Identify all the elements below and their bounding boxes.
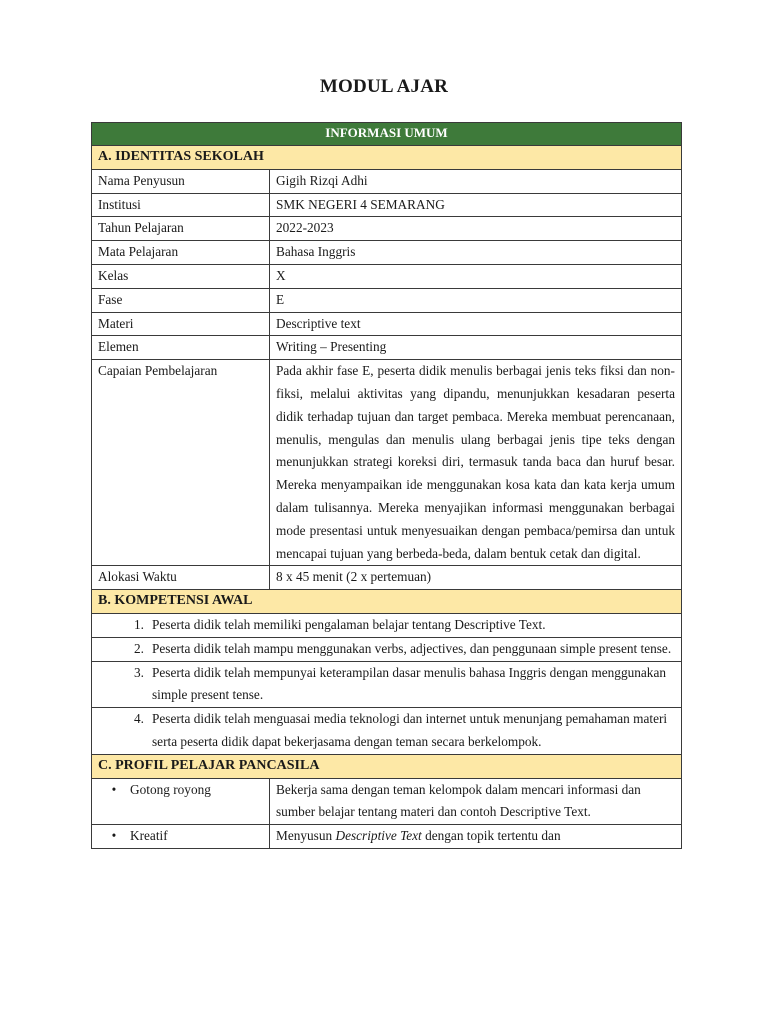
item-text: Peserta didik telah mempunyai keterampilan dasar menulis bahasa Inggris dengan menggunakan simple present tense.: [152, 664, 666, 703]
table-row: [92, 288, 682, 312]
row-value: SMK NEGERI 4 SEMARANG: [270, 193, 682, 217]
row-label: Elemen: [92, 336, 270, 360]
profile-desc-post: dengan topik tertentu dan: [421, 828, 561, 844]
section-a-row: [92, 146, 682, 170]
row-label: Kelas: [92, 264, 270, 288]
table-row: [92, 241, 682, 265]
row-value: Writing – Presenting: [270, 336, 682, 360]
row-label: Institusi: [92, 193, 270, 217]
list-item: [92, 637, 682, 661]
bullet-icon: •: [111, 781, 117, 797]
row-label: Materi: [92, 312, 270, 336]
table-row: [92, 193, 682, 217]
table-header-row: [92, 123, 682, 146]
row-value: Descriptive text: [270, 312, 682, 336]
capaian-row: [92, 360, 682, 566]
profile-desc-em: Descriptive Text: [335, 828, 422, 844]
row-value: Bahasa Inggris: [270, 241, 682, 265]
table-row: [92, 169, 682, 193]
row-value: E: [270, 288, 682, 312]
section-c-title: C. PROFIL PELAJAR PANCASILA: [92, 754, 682, 778]
table-row: [92, 336, 682, 360]
item-number: 4.: [134, 711, 144, 727]
item-number: 1.: [134, 616, 144, 632]
row-value: 2022-2023: [270, 217, 682, 241]
profile-label: Kreatif: [130, 828, 168, 844]
item-number: 2.: [134, 640, 144, 656]
row-label: Fase: [92, 288, 270, 312]
row-value: Gigih Rizqi Adhi: [270, 169, 682, 193]
row-label: Tahun Pelajaran: [92, 217, 270, 241]
section-b-title: B. KOMPETENSI AWAL: [92, 590, 682, 614]
module-info-table: [91, 122, 682, 849]
alokasi-label: Alokasi Waktu: [92, 566, 270, 590]
capaian-text: Pada akhir fase E, peserta didik menulis berbagai jenis teks fiksi dan non-fiksi, melalui aktivitas yang dipandu, menunjukkan kesadaran peserta didik terhadap tujuan dan target pembaca. Mereka membuat perencanaan, menulis, mengulas dan menulis ulang berbagai jenis tipe teks dengan menunjukkan strategi koreksi diri, termasuk tanda baca dan huruf besar. Mereka menyampaikan ide menggunakan kosa kata dan kata kerja umum dalam tulisannya. Mereka menyajikan informasi menggunakan berbagai mode presentasi untuk menyesuaikan dengan pembaca/pemirsa dan untuk mencapai tujuan yang berbeda-beda, dalam bentuk cetak dan digital.: [270, 360, 682, 566]
item-text: Peserta didik telah menguasai media teknologi dan internet untuk menunjang pemahaman materi serta peserta didik dapat bekerjasama dengan teman secara berkelompok.: [152, 711, 668, 749]
profile-desc-pre: Menyusun: [276, 828, 336, 844]
item-number: 3.: [134, 664, 144, 680]
table-row: [92, 825, 682, 849]
table-row: [92, 778, 682, 825]
section-c-row: [92, 754, 682, 778]
table-row: [92, 217, 682, 241]
table-header: INFORMASI UMUM: [92, 123, 682, 146]
section-b-row: [92, 590, 682, 614]
list-item: [92, 661, 682, 708]
list-item: [92, 613, 682, 637]
row-label: Mata Pelajaran: [92, 241, 270, 265]
row-value: X: [270, 264, 682, 288]
bullet-icon: •: [111, 828, 117, 844]
document-title: MODUL AJAR: [319, 76, 449, 97]
item-text: Peserta didik telah memiliki pengalaman belajar tentang Descriptive Text.: [152, 616, 546, 632]
row-label: Nama Penyusun: [92, 169, 270, 193]
profile-desc: Bekerja sama dengan teman kelompok dalam mencari informasi dan sumber belajar tentang materi dan contoh Descriptive Text.: [270, 778, 682, 825]
profile-desc: [270, 825, 682, 849]
section-a-title: A. IDENTITAS SEKOLAH: [92, 146, 682, 170]
alokasi-row: [92, 566, 682, 590]
table-row: [92, 264, 682, 288]
item-text: Peserta didik telah mampu menggunakan verbs, adjectives, dan penggunaan simple present tense.: [152, 640, 672, 656]
capaian-label: Capaian Pembelajaran: [92, 360, 270, 566]
alokasi-value: 8 x 45 menit (2 x pertemuan): [270, 566, 682, 590]
table-row: [92, 312, 682, 336]
list-item: [92, 708, 682, 755]
profile-label: Gotong royong: [130, 781, 211, 797]
